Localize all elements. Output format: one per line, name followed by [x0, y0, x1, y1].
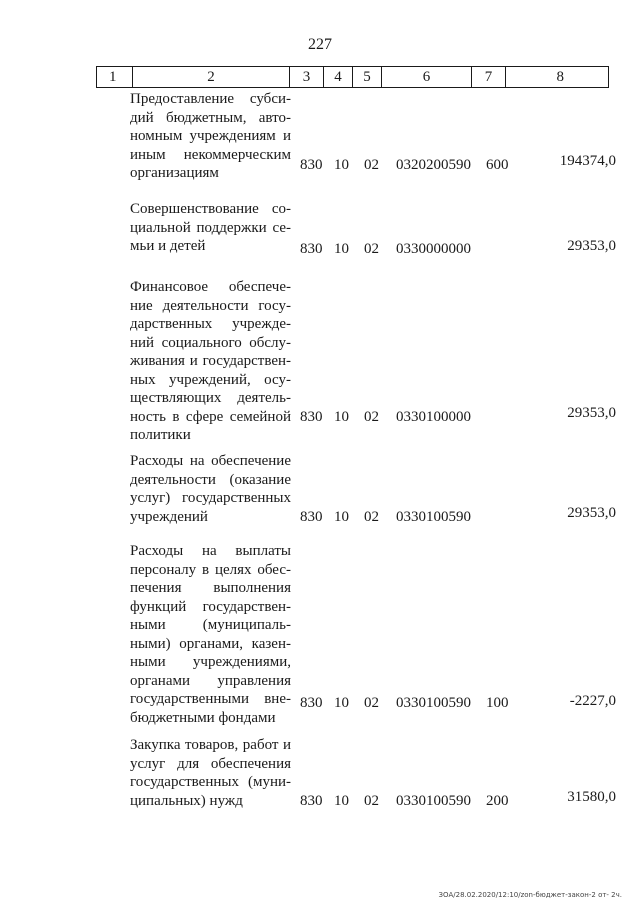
- row-code-5: 02: [364, 695, 379, 711]
- row-code-4: 10: [334, 509, 349, 525]
- budget-rows: [0, 90, 640, 850]
- row-code-4: 10: [334, 695, 349, 711]
- header-col-5: 5: [353, 67, 382, 88]
- row-code-5: 02: [364, 793, 379, 809]
- row-code-3: 830: [300, 157, 323, 173]
- row-amount: 29353,0: [567, 505, 616, 521]
- row-description: Предоставление субсидий бюджетным, автономным учреждениям и иным некоммерческим организациям: [130, 91, 291, 181]
- row-description: Расходы на выплаты персоналу в целях обеспечения выполнения функций государственными (муниципальными) органами, казенными учреждениями, органами управления государственными внебюджетными фондами: [130, 543, 291, 726]
- header-col-4: 4: [324, 67, 353, 88]
- header-col-8: 8: [506, 67, 609, 88]
- row-code-6: 0330100590: [396, 509, 471, 525]
- file-stamp: ЗОА/28.02.2020/12:10/zon-бюджет-закон-2 от- 2ч.: [438, 891, 622, 899]
- row-code-4: 10: [334, 793, 349, 809]
- row-code-5: 02: [364, 157, 379, 173]
- page-number: 227: [308, 36, 332, 53]
- row-code-5: 02: [364, 409, 379, 425]
- row-description: Совершенствование социальной поддержки семьи и детей: [130, 201, 291, 254]
- column-number-header: [96, 66, 609, 88]
- row-description: Расходы на обеспечение деятельности (оказание услуг) государственных учреждений: [130, 453, 291, 525]
- row-code-3: 830: [300, 241, 323, 257]
- row-code-6: 0320200590: [396, 157, 471, 173]
- row-amount: 194374,0: [559, 153, 616, 169]
- row-amount: 31580,0: [567, 789, 616, 805]
- row-code-6: 0330100590: [396, 793, 471, 809]
- row-code-7: 100: [486, 695, 509, 711]
- row-description: Финансовое обеспечение деятельности государственных учреждений социального обслуживания и государственных учреждений, осуществляющих деятельность в сфере семейной политики: [130, 279, 291, 443]
- row-code-6: 0330100590: [396, 695, 471, 711]
- header-col-7: 7: [472, 67, 506, 88]
- row-code-3: 830: [300, 695, 323, 711]
- row-code-4: 10: [334, 409, 349, 425]
- header-col-1: 1: [97, 67, 133, 88]
- row-amount: 29353,0: [567, 238, 616, 254]
- row-code-3: 830: [300, 509, 323, 525]
- header-col-2: 2: [133, 67, 290, 88]
- header-col-3: 3: [290, 67, 324, 88]
- row-code-3: 830: [300, 409, 323, 425]
- header-col-6: 6: [382, 67, 472, 88]
- row-code-5: 02: [364, 509, 379, 525]
- row-code-7: 200: [486, 793, 509, 809]
- row-code-6: 0330000000: [396, 241, 471, 257]
- row-code-6: 0330100000: [396, 409, 471, 425]
- row-code-3: 830: [300, 793, 323, 809]
- row-code-5: 02: [364, 241, 379, 257]
- row-description: Закупка товаров, работ и услуг для обеспечения государственных (муниципальных) нужд: [130, 737, 291, 809]
- row-code-7: 600: [486, 157, 509, 173]
- row-amount: 29353,0: [567, 405, 616, 421]
- row-code-4: 10: [334, 157, 349, 173]
- row-amount: -2227,0: [569, 693, 616, 709]
- row-code-4: 10: [334, 241, 349, 257]
